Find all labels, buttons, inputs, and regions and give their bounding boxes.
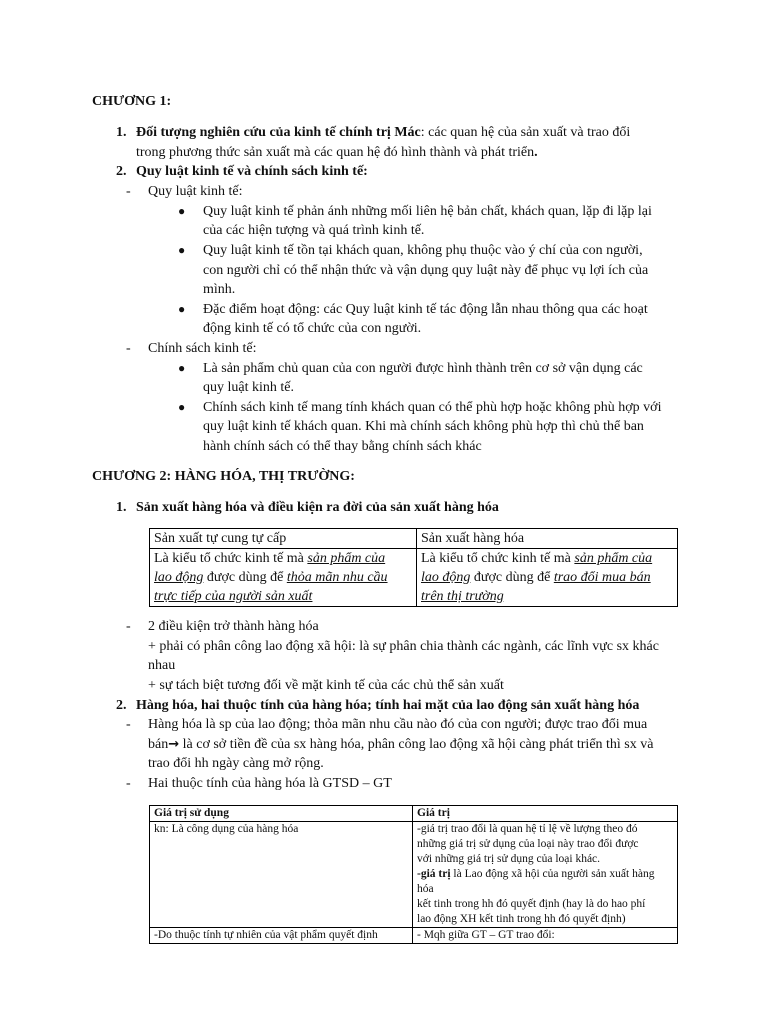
dash-marker: - [126, 717, 131, 732]
table-row [150, 806, 678, 822]
bullet-line: quy luật kinh tế khách quan. Khi mà chính sách không phù hợp thì chủ thể ban [203, 419, 644, 434]
table-cell [417, 549, 678, 607]
bullet-line: của các hiện tượng và quá trình kinh tế. [203, 223, 425, 238]
underlined-text: trên thị trường [421, 589, 504, 604]
dash-marker: - [126, 619, 131, 634]
bullet-line: con người chỉ có thể nhận thức và vận dụng quy luật này để phục vụ lợi ích của [203, 263, 649, 278]
bullet-line: quy luật kinh tế. [203, 380, 294, 395]
cell-bold-text: -giá trị [417, 868, 451, 880]
table-row [150, 928, 678, 944]
underlined-text: thỏa mãn nhu cầu [286, 570, 388, 585]
bullet-line: động kinh tế có tổ chức của con người. [203, 321, 422, 336]
table-cell [413, 822, 678, 928]
paragraph-line: Hai thuộc tính của hàng hóa là GTSD – GT [148, 776, 392, 791]
table-header-cell: Sản xuất tự cung tự cấp [150, 529, 417, 549]
table-cell: kn: Là công dụng của hàng hóa [150, 822, 413, 928]
item-1-rest: : các quan hệ của sản xuất và trao đổi [420, 125, 631, 140]
dash-marker: - [126, 184, 131, 199]
commodity-attributes-table [149, 805, 678, 944]
bullet-marker: ● [178, 400, 186, 414]
cell-line: với những giá trị sử dụng của loại khác. [417, 853, 601, 865]
item-1-period: . [534, 145, 538, 160]
bullet-line: Quy luật kinh tế phản ánh những mối liên hệ bản chất, khách quan, lặp đi lặp lại [203, 204, 652, 219]
bullet-line: Quy luật kinh tế tồn tại khách quan, không phụ thuộc vào ý chí của con người, [203, 243, 643, 258]
dash-marker: - [126, 341, 131, 356]
underlined-text: trực tiếp của người sản xuất [154, 589, 313, 604]
line-text: bán [148, 737, 169, 752]
bullet-line: Chính sách kinh tế mang tính khách quan có thể phù hợp hoặc không phù hợp với [203, 400, 662, 415]
item-number: 1. [116, 500, 127, 515]
table-row [150, 549, 678, 607]
table-cell: - Mqh giữa GT – GT trao đổi: [413, 928, 678, 944]
table-cell: -Do thuộc tính tự nhiên của vật phẩm quyết định [150, 928, 413, 944]
chapter-1-title: CHƯƠNG 1: [92, 94, 172, 109]
bullet-line: Đặc điểm hoạt động: các Quy luật kinh tế tác động lẫn nhau thông qua các hoạt [203, 302, 648, 317]
bullet-marker: ● [178, 243, 186, 257]
table-header-cell: Giá trị [413, 806, 678, 822]
bullet-marker: ● [178, 361, 186, 375]
table-row [150, 822, 678, 928]
bullet-line: mình. [203, 282, 236, 297]
condition-line: nhau [148, 658, 176, 673]
cell-text: được dùng để [470, 570, 554, 585]
table-header-cell: Giá trị sử dụng [150, 806, 413, 822]
chapter-2-title: CHƯƠNG 2: HÀNG HÓA, THỊ TRƯỜNG: [92, 469, 355, 484]
production-comparison-table [149, 528, 678, 607]
paragraph-line: Hàng hóa là sp của lao động; thỏa mãn nhu cầu nào đó của con người; được trao đổi mua [148, 717, 648, 732]
cell-text: Là kiểu tổ chức kinh tế mà [421, 551, 575, 566]
sub-heading: Chính sách kinh tế: [148, 341, 257, 356]
item-2-title: Quy luật kinh tế và chính sách kinh tế: [136, 164, 368, 179]
underlined-text: lao động [421, 570, 471, 585]
bullet-line: hành chính sách có thể thay bằng chính sách khác [203, 439, 482, 454]
condition-line: + phải có phân công lao động xã hội: là sự phân chia thành các ngành, các lĩnh vực sx khác [148, 639, 659, 654]
cell-text: được dùng để [203, 570, 287, 585]
underlined-text: trao đổi mua bán [553, 570, 651, 585]
condition-line: + sự tách biệt tương đối về mặt kinh tế của các chủ thể sản xuất [148, 678, 504, 693]
underlined-text: sản phẩm của [574, 551, 653, 566]
bullet-marker: ● [178, 302, 186, 316]
item-1-bold: Đối tượng nghiên cứu của kinh tế chính trị Mác [136, 125, 421, 140]
table-row [150, 529, 678, 549]
dash-marker: - [126, 776, 131, 791]
cell-line: -giá trị trao đổi là quan hệ tỉ lệ về lượng theo đó [417, 823, 638, 835]
paragraph-line [148, 735, 653, 755]
cell-line: kết tinh trong hh đó quyết định (hay là do hao phí [417, 898, 646, 910]
cell-line: lao động XH kết tinh trong hh đó quyết định) [417, 913, 626, 925]
table-cell [150, 549, 417, 607]
bullet-line: Là sản phẩm chủ quan của con người được hình thành trên cơ sở vận dụng các [203, 361, 643, 376]
conditions-heading: 2 điều kiện trở thành hàng hóa [148, 619, 319, 634]
item-number: 1. [116, 125, 127, 140]
bullet-marker: ● [178, 204, 186, 218]
item-number: 2. [116, 164, 127, 179]
item-1-text [136, 123, 696, 143]
section-2-title: Hàng hóa, hai thuộc tính của hàng hóa; tính hai mặt của lao động sản xuất hàng hóa [136, 698, 640, 713]
sub-heading: Quy luật kinh tế: [148, 184, 243, 199]
line-text: là cơ sở tiền đề của sx hàng hóa, phân công lao động xã hội càng phát triển thì sx và [179, 737, 654, 752]
table-header-cell: Sản xuất hàng hóa [417, 529, 678, 549]
cell-line: những giá trị sử dụng của loại này trao đổi được [417, 838, 639, 850]
arrow-icon: → [168, 737, 180, 752]
item-1-line2 [136, 143, 538, 163]
paragraph-line: trao đổi hh ngày càng mở rộng. [148, 756, 324, 771]
underlined-text: sản phẩm của [307, 551, 386, 566]
item-number: 2. [116, 698, 127, 713]
underlined-text: lao động [154, 570, 204, 585]
section-1-title: Sản xuất hàng hóa và điều kiện ra đời của sản xuất hàng hóa [136, 500, 499, 515]
cell-text: Là kiểu tổ chức kinh tế mà [154, 551, 308, 566]
cell-line: là Lao động xã hội của người sản xuất hàng hóa [417, 868, 655, 895]
item-1-line2-text: trong phương thức sản xuất mà các quan hệ đó hình thành và phát triển [136, 145, 535, 160]
